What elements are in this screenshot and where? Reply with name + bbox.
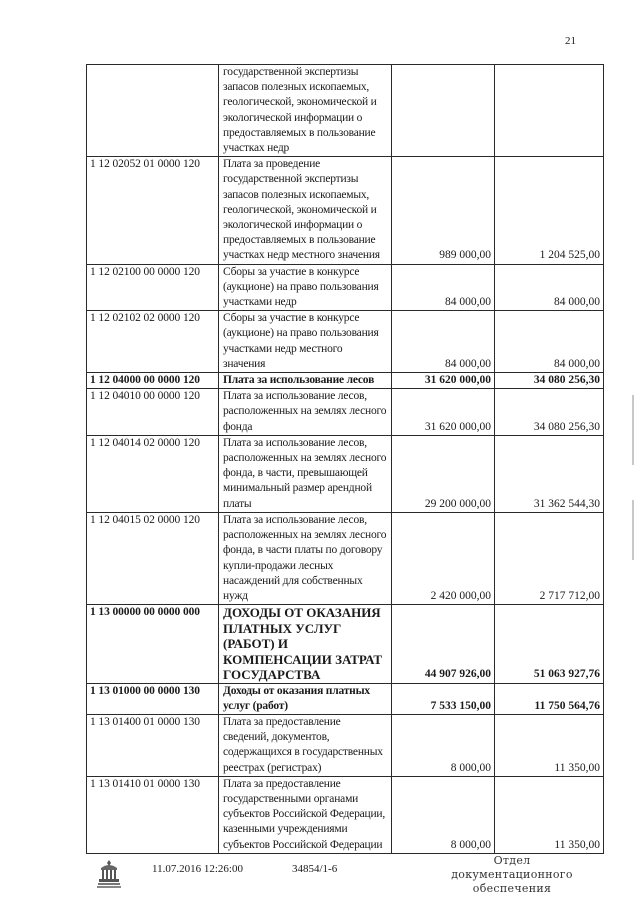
table-row <box>87 715 604 777</box>
amount-2016-cell: 7 533 150,00 <box>392 683 495 714</box>
page-number: 21 <box>565 35 576 47</box>
table-row <box>87 373 604 389</box>
code-cell: 1 12 02102 02 0000 120 <box>87 311 219 373</box>
stamp-line-1: Отдел документационного <box>451 854 573 881</box>
name-cell: Сборы за участие в конкурсе (аукционе) на право пользования участками недр местного значения <box>219 311 392 373</box>
amount-2017-cell: 2 717 712,00 <box>495 512 604 604</box>
amount-2016-cell: 2 420 000,00 <box>392 512 495 604</box>
department-stamp <box>432 854 592 896</box>
amount-2017-cell: 11 350,00 <box>495 715 604 777</box>
code-cell: 1 12 02052 01 0000 120 <box>87 157 219 264</box>
scan-margin-mark <box>632 500 634 560</box>
amount-2016-cell: 989 000,00 <box>392 157 495 264</box>
table-row <box>87 389 604 436</box>
name-cell: Плата за проведение государственной экспертизы запасов полезных ископаемых, геологической, экономической и экологической информации о предоставляемых в пользование участках недр местного значения <box>219 157 392 264</box>
name-cell: Плата за использование лесов <box>219 373 392 389</box>
amount-2016-cell: 84 000,00 <box>392 311 495 373</box>
table-row <box>87 435 604 512</box>
name-cell: Плата за предоставление сведений, документов, содержащихся в государственных реестрах (регистрах) <box>219 715 392 777</box>
code-cell: 1 12 04000 00 0000 120 <box>87 373 219 389</box>
code-cell: 1 13 01000 00 0000 130 <box>87 683 219 714</box>
amount-2016-cell: 8 000,00 <box>392 776 495 853</box>
print-datetime: 11.07.2016 12:26:00 <box>152 863 243 875</box>
amount-2017-cell: 11 350,00 <box>495 776 604 853</box>
table-row <box>87 157 604 264</box>
name-cell: Доходы от оказания платных услуг (работ) <box>219 683 392 714</box>
amount-2016-cell: 44 907 926,00 <box>392 605 495 684</box>
amount-2017-cell: 84 000,00 <box>495 311 604 373</box>
code-cell: 1 12 04010 00 0000 120 <box>87 389 219 436</box>
name-cell: государственной экспертизы запасов полезных ископаемых, геологической, экономической и экологической информации о предоставляемых в пользование участках недр <box>219 65 392 157</box>
name-cell: Плата за предоставление государственными органами субъектов Российской Федерации, казенными учреждениями субъектов Российской Федерации <box>219 776 392 853</box>
amount-2016-cell: 84 000,00 <box>392 264 495 311</box>
table-row <box>87 605 604 684</box>
scan-margin-mark <box>632 395 634 465</box>
name-cell: Плата за использование лесов, расположенных на землях лесного фонда, в части, превышающей минимальный размер арендной платы <box>219 435 392 512</box>
code-cell: 1 13 01400 01 0000 130 <box>87 715 219 777</box>
stamp-line-2: обеспечения <box>472 882 552 895</box>
name-cell: ДОХОДЫ ОТ ОКАЗАНИЯ ПЛАТНЫХ УСЛУГ (РАБОТ) И КОМПЕНСАЦИИ ЗАТРАТ ГОСУДАРСТВА <box>219 605 392 684</box>
code-cell: 1 13 01410 01 0000 130 <box>87 776 219 853</box>
table-row <box>87 65 604 157</box>
amount-2016-cell: 29 200 000,00 <box>392 435 495 512</box>
amount-2017-cell: 11 750 564,76 <box>495 683 604 714</box>
name-cell: Плата за использование лесов, расположенных на землях лесного фонда <box>219 389 392 436</box>
table-row <box>87 264 604 311</box>
amount-2017-cell: 34 080 256,30 <box>495 389 604 436</box>
table-body <box>87 65 604 854</box>
amount-2017-cell: 34 080 256,30 <box>495 373 604 389</box>
table-row <box>87 776 604 853</box>
amount-2016-cell: 8 000,00 <box>392 715 495 777</box>
code-cell: 1 12 04014 02 0000 120 <box>87 435 219 512</box>
footer <box>0 852 640 902</box>
code-cell: 1 12 02100 00 0000 120 <box>87 264 219 311</box>
amount-2017-cell: 84 000,00 <box>495 264 604 311</box>
amount-2016-cell <box>392 65 495 157</box>
code-cell <box>87 65 219 157</box>
amount-2017-cell: 51 063 927,76 <box>495 605 604 684</box>
budget-revenue-table <box>86 64 604 854</box>
table-row <box>87 311 604 373</box>
duma-emblem-icon <box>95 858 123 890</box>
amount-2016-cell: 31 620 000,00 <box>392 389 495 436</box>
table-row <box>87 683 604 714</box>
code-cell: 1 13 00000 00 0000 000 <box>87 605 219 684</box>
amount-2017-cell <box>495 65 604 157</box>
name-cell: Сборы за участие в конкурсе (аукционе) на право пользования участками недр <box>219 264 392 311</box>
amount-2016-cell: 31 620 000,00 <box>392 373 495 389</box>
amount-2017-cell: 1 204 525,00 <box>495 157 604 264</box>
registration-number: 34854/1-6 <box>292 863 338 875</box>
table-row <box>87 512 604 604</box>
amount-2017-cell: 31 362 544,30 <box>495 435 604 512</box>
name-cell: Плата за использование лесов, расположенных на землях лесного фонда, в части платы по договору купли-продажи лесных насаждений для собственных нужд <box>219 512 392 604</box>
code-cell: 1 12 04015 02 0000 120 <box>87 512 219 604</box>
